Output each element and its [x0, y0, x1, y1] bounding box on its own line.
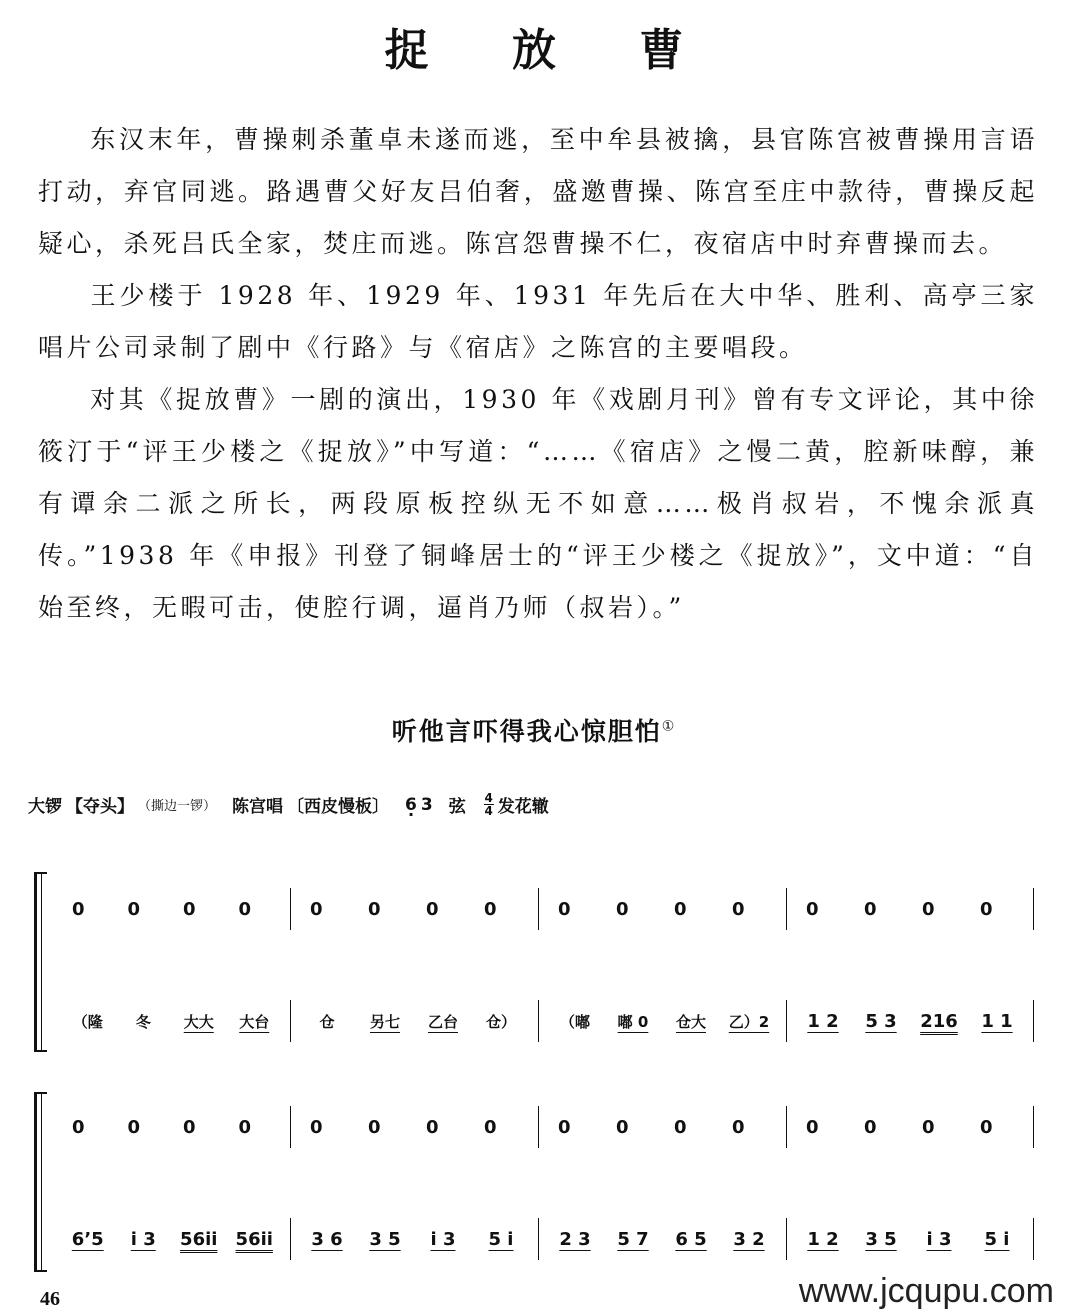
barline	[786, 1218, 787, 1260]
measure	[52, 1102, 290, 1152]
banshi-label: 〔西皮慢板〕	[287, 797, 390, 817]
system-brace	[34, 872, 47, 1052]
vocal-staff	[52, 884, 1034, 934]
time-top: 4	[484, 791, 493, 805]
note: 0	[980, 898, 993, 920]
note: 0	[616, 1116, 629, 1138]
beat: 5 7	[617, 1228, 649, 1250]
beat: 2 3	[559, 1228, 591, 1250]
beat: i 3	[926, 1228, 952, 1250]
note: 0	[558, 1116, 571, 1138]
note: 0	[806, 1116, 819, 1138]
measure	[786, 1214, 1034, 1264]
barline	[538, 1000, 539, 1042]
measure	[290, 1102, 538, 1152]
barline	[786, 1000, 787, 1042]
barline	[290, 1000, 291, 1042]
paragraph-text: 王少楼于 1928 年、1929 年、1931 年先后在大中华、胜利、高亭三家唱片公司录制了剧中《行路》与《宿店》之陈宫的主要唱段。	[38, 281, 1038, 362]
beat: 5 i	[984, 1228, 1010, 1250]
barline	[1033, 1218, 1034, 1260]
measure	[786, 1102, 1034, 1152]
beat: 56ii	[180, 1228, 218, 1250]
note: 0	[183, 898, 196, 920]
beat: 乙）2	[728, 1012, 770, 1031]
measure	[786, 996, 1034, 1046]
beat: 仓	[319, 1012, 335, 1031]
barline	[1033, 1106, 1034, 1148]
beat: 3 5	[369, 1228, 401, 1250]
beat: 6 5	[675, 1228, 707, 1250]
beat: 另七	[369, 1012, 400, 1031]
measure	[290, 884, 538, 934]
note: 0	[72, 898, 85, 920]
intro-paragraph-2	[38, 270, 1038, 374]
note: 0	[616, 898, 629, 920]
note: 0	[806, 898, 819, 920]
beat: 乙台	[427, 1012, 458, 1031]
beat: i 3	[430, 1228, 456, 1250]
vocal-staff	[52, 1102, 1034, 1152]
note: 0	[310, 1116, 323, 1138]
beat: 3 2	[733, 1228, 765, 1250]
note: 0	[864, 1116, 877, 1138]
paragraph-text: 东汉末年，曹操刺杀董卓未遂而逃，至中牟县被擒，县官陈宫被曹操用言语打动，弃官同逃。路遇曹父好友吕伯奢，盛邀曹操、陈宫至庄中款待，曹操反起疑心，杀死吕氏全家，焚庄而逃。陈宫怨曹操不仁，夜宿店中时弃曹操而去。	[38, 125, 1038, 258]
luogu-label: 【夺头】	[66, 797, 134, 817]
barline	[786, 1106, 787, 1148]
barline	[538, 1106, 539, 1148]
barline	[290, 1106, 291, 1148]
gong-label: 大锣	[28, 797, 62, 817]
note: 0	[238, 1116, 252, 1138]
measure	[290, 996, 538, 1046]
accompaniment-staff	[52, 1214, 1034, 1264]
beat: （隆	[72, 1012, 103, 1031]
paragraph-text: 对其《捉放曹》一剧的演出，1930 年《戏剧月刊》曾有专文评论，其中徐筱汀于“评王少楼之《捉放》”中写道：“……《宿店》之慢二黄，腔新味醇，兼有谭余二派之所长，两段原板控纵无不如意……极肖叔岩，不愧余派真传。”1938 年《申报》刊登了铜峰居士的“评王少楼之《捉放》”，文中道：“自始至终，无暇可击，使腔行调，逼肖乃师（叔岩）。”	[38, 385, 1038, 622]
note: 0	[127, 1116, 141, 1138]
beat: 仓）	[485, 1012, 516, 1031]
measure	[538, 884, 786, 934]
note: 0	[72, 1116, 85, 1138]
time-bottom: 4	[484, 804, 493, 818]
note: 0	[368, 898, 381, 920]
measure	[52, 996, 290, 1046]
note: 0	[980, 1116, 993, 1138]
string-label: 弦	[448, 797, 466, 817]
beat: 5 3	[865, 1010, 897, 1032]
watermark: www.jcqupu.com	[798, 1272, 1054, 1310]
beat: 大大	[183, 1012, 214, 1031]
barline	[538, 888, 539, 930]
measure	[290, 1214, 538, 1264]
beat: 1 2	[807, 1010, 839, 1032]
score-header	[28, 792, 553, 817]
beat: 56ii	[235, 1228, 273, 1250]
note: 0	[127, 898, 141, 920]
beat: 3 6	[311, 1228, 343, 1250]
barline	[786, 888, 787, 930]
note: 0	[484, 898, 497, 920]
barline	[1033, 888, 1034, 930]
barline	[290, 1218, 291, 1260]
system-brace	[34, 1092, 47, 1272]
beat: 216	[920, 1010, 958, 1032]
note: 0	[426, 898, 439, 920]
measure	[52, 1214, 290, 1264]
score-system-2	[34, 1092, 1044, 1272]
barline	[290, 888, 291, 930]
beat: 3 5	[865, 1228, 897, 1250]
beat: 5 i	[488, 1228, 514, 1250]
measure	[538, 1102, 786, 1152]
key-note-low6: 6 ·	[405, 795, 417, 815]
note: 0	[732, 898, 745, 920]
intro-paragraph-3	[38, 374, 1038, 634]
note: 0	[674, 1116, 687, 1138]
song-title	[0, 712, 1068, 748]
note: 0	[922, 898, 935, 920]
note: 0	[238, 898, 252, 920]
singer-label: 陈宫唱	[232, 797, 284, 817]
barline	[1033, 1000, 1034, 1042]
measure	[538, 996, 786, 1046]
note: 0	[558, 898, 571, 920]
time-signature	[484, 792, 494, 817]
note: 0	[732, 1116, 745, 1138]
beat: i 3	[130, 1228, 156, 1250]
intro-paragraph-1	[38, 114, 1038, 270]
beat: 1 2	[807, 1228, 839, 1250]
beat: 仓大	[675, 1012, 706, 1031]
footnote-mark: ①	[661, 718, 677, 735]
beat: 大台	[239, 1012, 270, 1031]
note: 0	[310, 898, 323, 920]
note: 0	[674, 898, 687, 920]
beat: 嘟 0	[617, 1012, 649, 1031]
note: 0	[426, 1116, 439, 1138]
key-note-3: 3	[420, 794, 433, 815]
score-system-1	[34, 872, 1044, 1052]
sub-label: （撕边一锣）	[138, 799, 217, 814]
note: 0	[183, 1116, 196, 1138]
accompaniment-staff	[52, 996, 1034, 1046]
note: 0	[864, 898, 877, 920]
barline	[538, 1218, 539, 1260]
measure	[786, 884, 1034, 934]
beat: 冬	[135, 1012, 151, 1031]
rhyme-label: 发花辙	[497, 797, 549, 817]
beat: 1 1	[981, 1010, 1013, 1032]
song-title-text: 听他言吓得我心惊胆怕	[391, 717, 662, 746]
measure	[538, 1214, 786, 1264]
page-number: 46	[40, 1288, 60, 1310]
note: 0	[922, 1116, 935, 1138]
page-title: 捉 放 曹	[384, 25, 718, 76]
measure	[52, 884, 290, 934]
beat: （嘟	[559, 1012, 590, 1031]
note: 0	[368, 1116, 381, 1138]
note: 0	[484, 1116, 497, 1138]
beat: 6ʼ5	[71, 1228, 104, 1250]
